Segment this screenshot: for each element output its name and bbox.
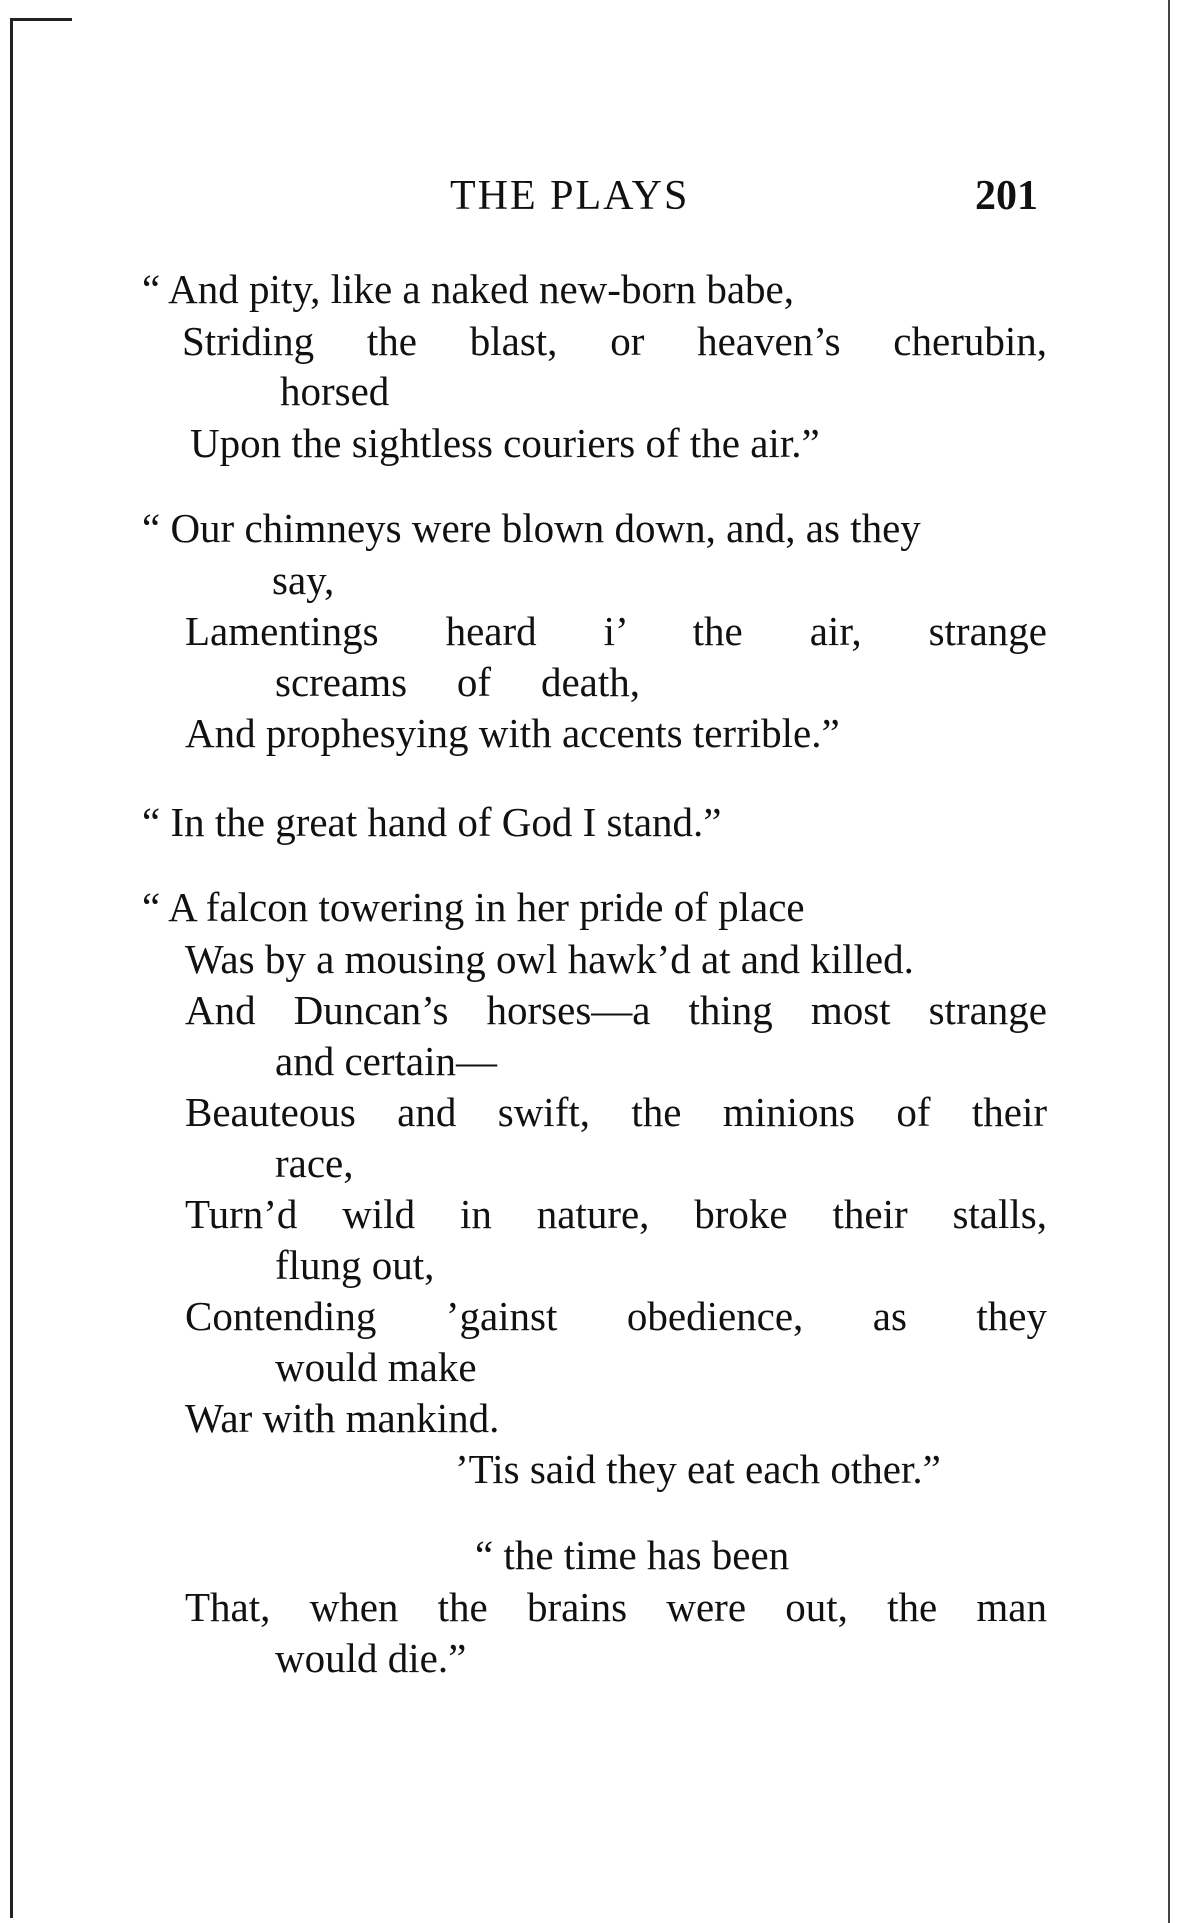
- verse-line: and certain—: [275, 1038, 497, 1084]
- verse-line: would make: [275, 1344, 477, 1390]
- verse-line: Contending ’gainst obedience, as they: [185, 1293, 1047, 1339]
- verse-line: ’Tis said they eat each other.”: [455, 1446, 941, 1492]
- verse-line: “ Our chimneys were blown down, and, as they: [142, 505, 921, 551]
- verse-line: “ And pity, like a naked new-born babe,: [142, 266, 794, 312]
- verse-line: Striding the blast, or heaven’s cherubin,: [182, 318, 1047, 364]
- verse-line: “ A falcon towering in her pride of place: [142, 884, 805, 930]
- verse-line: And Duncan’s horses—a thing most strange: [185, 987, 1047, 1033]
- verse-line: Turn’d wild in nature, broke their stalls,: [185, 1191, 1047, 1237]
- verse-line: And prophesying with accents terrible.”: [185, 710, 840, 756]
- verse-line: “ the time has been: [475, 1532, 790, 1578]
- verse-line: horsed: [280, 368, 390, 414]
- page-edge-top: [10, 18, 72, 21]
- verse-line: flung out,: [275, 1242, 435, 1288]
- running-title: THE PLAYS: [450, 173, 690, 219]
- verse-line: screams of death,: [275, 659, 640, 705]
- verse-line: race,: [275, 1140, 354, 1186]
- verse-line: War with mankind.: [185, 1395, 500, 1441]
- verse-line: Lamentings heard i’ the air, strange: [185, 608, 1047, 654]
- verse-line: That, when the brains were out, the man: [185, 1584, 1047, 1630]
- verse-line: Was by a mousing owl hawk’d at and killed.: [185, 936, 914, 982]
- page-number: 201: [975, 173, 1038, 219]
- verse-line: “ In the great hand of God I stand.”: [142, 799, 722, 845]
- verse-line: say,: [272, 557, 335, 603]
- page-edge-left: [10, 18, 13, 1918]
- running-header: [0, 172, 1196, 232]
- verse-line: would die.”: [275, 1635, 467, 1681]
- verse-line: Beauteous and swift, the minions of their: [185, 1089, 1047, 1135]
- page-edge-right: [1168, 0, 1170, 1923]
- verse-line: Upon the sightless couriers of the air.”: [190, 420, 820, 466]
